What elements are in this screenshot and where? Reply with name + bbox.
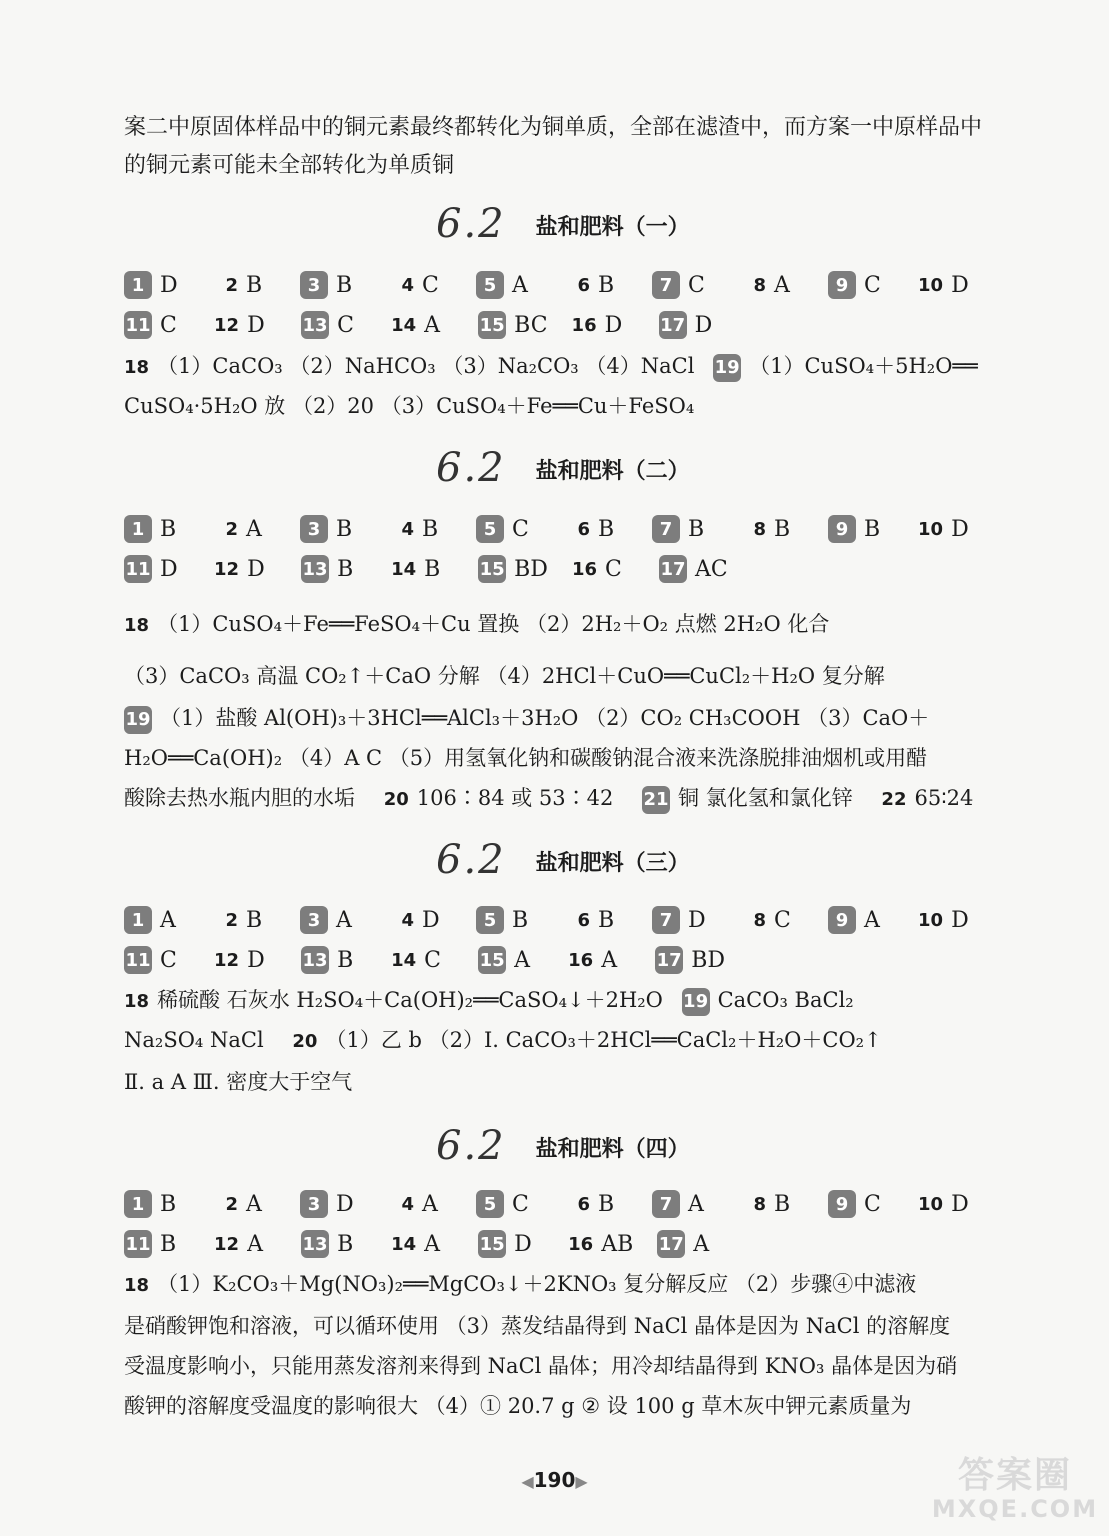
section-3-line-1 <box>124 980 1014 1020</box>
question-badge: 9 <box>828 271 856 299</box>
question-number: 10 <box>918 909 944 931</box>
answer-choice: B <box>422 516 439 542</box>
answer-choice: B <box>774 516 791 542</box>
answer-item <box>659 555 728 583</box>
watermark-text: 答案圈 <box>957 1455 1072 1496</box>
question-number: 4 <box>401 909 414 931</box>
section-number: 6.2 <box>436 837 506 883</box>
answer-item <box>301 311 367 339</box>
answer-item <box>476 1190 542 1218</box>
question-badge: 7 <box>652 1190 680 1218</box>
answer-item <box>301 946 367 974</box>
answer-choice: B <box>598 1191 615 1217</box>
question-number: 10 <box>918 518 944 540</box>
question-badge: 9 <box>828 906 856 934</box>
section-title: 盐和肥料（四） <box>535 1137 690 1162</box>
answer-item <box>124 946 190 974</box>
question-badge: 9 <box>828 1190 856 1218</box>
question-number: 16 <box>568 949 594 971</box>
answer-item <box>652 906 718 934</box>
answer-choice: A <box>514 947 531 973</box>
answer-item <box>568 1232 633 1257</box>
question-number: 2 <box>225 518 238 540</box>
question-number: 16 <box>571 314 597 336</box>
answer-choice: BC <box>514 312 548 338</box>
question-badge: 17 <box>657 1230 685 1258</box>
section-1-row-2 <box>124 308 1004 342</box>
answer-text: 铜 氯化氢和氯化锌 <box>678 786 853 810</box>
question-number: 6 <box>577 909 590 931</box>
answer-choice: A <box>774 272 790 298</box>
answer-item <box>124 555 190 583</box>
section-1-row-1 <box>124 268 1004 302</box>
answer-item <box>124 271 190 299</box>
question-badge: 15 <box>478 946 506 974</box>
section-4-line-1 <box>124 1264 1014 1304</box>
answer-item <box>300 271 366 299</box>
answer-choice: A <box>688 1191 704 1217</box>
question-badge: 9 <box>828 515 856 543</box>
answer-item <box>214 1192 276 1217</box>
answer-text: （1）乙 b （2）Ⅰ. CaCO₃＋2HCl══CaCl₂＋H₂O＋CO₂↑ <box>325 1028 882 1052</box>
answer-choice: D <box>247 947 265 973</box>
answer-choice: D <box>951 272 969 298</box>
section-2-row-2 <box>124 552 1004 586</box>
question-badge: 5 <box>476 271 504 299</box>
question-badge: 3 <box>300 906 328 934</box>
answer-item <box>124 311 190 339</box>
answer-choice: D <box>688 907 706 933</box>
section-title: 盐和肥料（二） <box>535 459 690 484</box>
answer-choice: C <box>864 1191 881 1217</box>
question-number: 2 <box>225 909 238 931</box>
answer-choice: C <box>605 556 622 582</box>
question-number: 12 <box>214 1233 240 1255</box>
answer-choice: C <box>424 947 441 973</box>
question-number: 4 <box>401 518 414 540</box>
answer-choice: B <box>424 556 441 582</box>
question-number: 16 <box>568 1233 594 1255</box>
answer-text: （1）CuSO₄＋Fe══FeSO₄＋Cu 置换 （2）2H₂＋O₂ 点燃 2H₂O 化合 <box>157 612 830 636</box>
answer-choice: A <box>693 1231 710 1257</box>
right-triangle-icon: ▶ <box>575 1472 588 1491</box>
answer-choice: D <box>951 907 969 933</box>
answer-choice: BD <box>514 556 548 582</box>
answer-item <box>828 515 894 543</box>
answer-choice: D <box>951 1191 969 1217</box>
question-number: 10 <box>918 1193 944 1215</box>
answer-choice: D <box>951 516 969 542</box>
answer-item <box>214 557 277 582</box>
question-number: 14 <box>391 949 417 971</box>
answer-choice: B <box>336 272 353 298</box>
section-title: 盐和肥料（三） <box>535 851 690 876</box>
section-title: 盐和肥料（一） <box>535 215 690 240</box>
answer-text: （1）CuSO₄＋5H₂O══ <box>749 354 978 378</box>
answer-choice: B <box>336 516 353 542</box>
answer-item <box>301 1230 367 1258</box>
answer-item <box>478 555 548 583</box>
answer-choice: C <box>422 272 439 298</box>
answer-choice: C <box>337 312 354 338</box>
question-number: 6 <box>577 1193 590 1215</box>
question-badge: 5 <box>476 515 504 543</box>
question-number: 20 <box>292 1031 318 1052</box>
answer-choice: AB <box>601 1231 634 1257</box>
answer-choice: D <box>694 312 713 338</box>
answer-choice: D <box>514 1231 532 1257</box>
answer-item <box>652 271 718 299</box>
question-number: 12 <box>214 558 240 580</box>
answer-choice: A <box>601 947 618 973</box>
question-badge: 13 <box>301 555 329 583</box>
question-number: 18 <box>124 357 150 378</box>
answer-item <box>124 1190 190 1218</box>
answer-item <box>124 515 190 543</box>
section-4-heading <box>436 1116 690 1169</box>
answer-choice: D <box>422 907 440 933</box>
answer-choice: C <box>688 272 705 298</box>
question-number: 6 <box>577 518 590 540</box>
question-badge: 5 <box>476 1190 504 1218</box>
section-2-heading <box>436 438 690 491</box>
question-number: 12 <box>214 949 240 971</box>
question-badge: 3 <box>300 1190 328 1218</box>
answer-item <box>652 1190 718 1218</box>
answer-choice: B <box>864 516 881 542</box>
answer-item <box>214 1232 277 1257</box>
question-number: 16 <box>571 558 597 580</box>
question-number: 8 <box>753 518 766 540</box>
section-4-line-4: 酸钾的溶解度受温度的影响很大 （4）① 20.7 g ② 设 100 g 草木灰中钾元素质量为 <box>124 1394 912 1418</box>
answer-item <box>476 271 542 299</box>
answer-item <box>566 908 628 933</box>
answer-item <box>390 273 452 298</box>
answer-item <box>390 517 452 542</box>
answer-choice: A <box>246 1191 262 1217</box>
answer-choice: C <box>512 1191 529 1217</box>
answer-choice: BD <box>691 947 725 973</box>
answer-item <box>572 557 635 582</box>
answer-item <box>742 908 804 933</box>
question-number: 8 <box>753 274 766 296</box>
answer-item <box>300 1190 366 1218</box>
answer-item <box>214 908 276 933</box>
section-3-line-2 <box>124 1020 1014 1060</box>
answer-item <box>301 555 367 583</box>
answer-choice: C <box>160 947 177 973</box>
question-badge: 19 <box>682 988 710 1016</box>
question-badge: 15 <box>478 311 506 339</box>
question-number: 2 <box>225 274 238 296</box>
answer-choice: C <box>864 272 881 298</box>
answer-text: （1）K₂CO₃＋Mg(NO₃)₂══MgCO₃↓＋2KNO₃ 复分解反应 （2）步骤④中滤液 <box>157 1272 917 1296</box>
answer-text: CaCO₃ BaCl₂ <box>717 988 854 1012</box>
answer-item <box>568 948 631 973</box>
answer-item <box>657 1230 723 1258</box>
question-badge: 1 <box>124 906 152 934</box>
question-number: 18 <box>124 991 150 1012</box>
section-1-line-2: CuSO₄·5H₂O 放 （2）20 （3）CuSO₄＋Fe══Cu＋FeSO₄ <box>124 394 695 418</box>
answer-item <box>478 311 547 339</box>
answer-item <box>828 906 894 934</box>
page-number-text: 190 <box>533 1468 576 1492</box>
answer-text: 65∶24 <box>914 786 974 810</box>
answer-item <box>566 517 628 542</box>
answer-item <box>742 517 804 542</box>
answer-item <box>300 906 366 934</box>
question-number: 14 <box>391 1233 417 1255</box>
question-badge: 17 <box>655 946 683 974</box>
section-2-line-4: H₂O══Ca(OH)₂ （4）A C （5）用氢氧化钠和碳酸钠混合液来洗涤脱排油烟机或用醋 <box>124 746 928 770</box>
question-badge: 3 <box>300 271 328 299</box>
answer-item <box>828 271 894 299</box>
section-number: 6.2 <box>436 201 506 247</box>
question-badge: 21 <box>642 786 670 814</box>
answer-choice: C <box>160 312 177 338</box>
watermark-logo <box>930 1456 1100 1526</box>
answer-choice: B <box>512 907 529 933</box>
answer-choice: D <box>247 556 265 582</box>
answer-item <box>300 515 366 543</box>
question-badge: 11 <box>124 555 152 583</box>
question-badge: 1 <box>124 515 152 543</box>
question-badge: 19 <box>124 706 152 734</box>
answer-item <box>655 946 725 974</box>
answer-choice: A <box>336 907 352 933</box>
answer-item <box>214 313 277 338</box>
question-badge: 7 <box>652 906 680 934</box>
question-number: 18 <box>124 1275 150 1296</box>
answer-item <box>214 948 277 973</box>
answer-choice: B <box>246 907 263 933</box>
question-number: 8 <box>753 909 766 931</box>
question-number: 2 <box>225 1193 238 1215</box>
answer-item <box>659 311 725 339</box>
question-number: 10 <box>918 274 944 296</box>
answer-item <box>828 1190 894 1218</box>
answer-choice: A <box>512 272 528 298</box>
answer-text: Na₂SO₄ NaCl <box>124 1028 264 1052</box>
section-4-line-3: 受温度影响小，只能用蒸发溶剂来得到 NaCl 晶体；用冷却结晶得到 KNO₃ 晶体是因为硝 <box>124 1354 958 1378</box>
intro-line-2: 的铜元素可能未全部转化为单质铜 <box>124 153 455 178</box>
question-badge: 7 <box>652 515 680 543</box>
watermark-url: MXQE.COM <box>931 1494 1099 1523</box>
answer-choice: B <box>598 516 615 542</box>
answer-choice: B <box>246 272 263 298</box>
section-1-heading <box>436 194 690 247</box>
answer-item <box>566 273 628 298</box>
section-2-line-5 <box>124 778 1014 818</box>
section-2-line-2: （3）CaCO₃ 高温 CO₂↑＋CaO 分解 （4）2HCl＋CuO══CuCl₂＋H₂O 复分解 <box>124 664 885 688</box>
answer-choice: AC <box>695 556 728 582</box>
answer-item <box>391 313 454 338</box>
answer-item <box>918 517 981 542</box>
answer-text: （1）CaCO₃ （2）NaHCO₃ （3）Na₂CO₃ （4）NaCl <box>157 354 695 378</box>
question-number: 22 <box>881 789 907 810</box>
question-badge: 5 <box>476 906 504 934</box>
answer-choice: C <box>512 516 529 542</box>
section-2-line-1 <box>124 604 1014 644</box>
answer-item <box>214 273 276 298</box>
answer-choice: B <box>688 516 705 542</box>
question-badge: 13 <box>301 1230 329 1258</box>
question-badge: 15 <box>478 1230 506 1258</box>
section-3-row-1 <box>124 903 1004 937</box>
question-number: 4 <box>401 274 414 296</box>
answer-choice: B <box>337 947 354 973</box>
answer-choice: A <box>864 907 880 933</box>
question-badge: 1 <box>124 271 152 299</box>
answer-choice: A <box>246 516 262 542</box>
answer-item <box>742 273 804 298</box>
answer-text: （1）盐酸 Al(OH)₃＋3HCl══AlCl₃＋3H₂O （2）CO₂ CH₃COOH （3）CaO＋ <box>160 706 930 730</box>
answer-choice: B <box>337 1231 354 1257</box>
answer-item <box>391 1232 454 1257</box>
answer-choice: C <box>774 907 791 933</box>
answer-choice: D <box>247 312 265 338</box>
question-badge: 11 <box>124 946 152 974</box>
question-number: 4 <box>401 1193 414 1215</box>
answer-choice: B <box>774 1191 791 1217</box>
question-badge: 11 <box>124 311 152 339</box>
answer-choice: B <box>160 1231 177 1257</box>
section-3-line-3: Ⅱ. a A Ⅲ. 密度大于空气 <box>124 1070 353 1094</box>
answer-choice: A <box>424 1231 441 1257</box>
answer-text: 106∶84 或 53∶42 <box>416 786 614 810</box>
answer-item <box>476 906 542 934</box>
answer-item <box>572 313 635 338</box>
answer-item <box>566 1192 628 1217</box>
answer-item <box>918 908 981 933</box>
answer-choice: D <box>160 556 178 582</box>
answer-item <box>742 1192 804 1217</box>
answer-item <box>478 1230 544 1258</box>
question-badge: 13 <box>301 311 329 339</box>
question-badge: 19 <box>713 354 741 382</box>
answer-text: 酸除去热水瓶内胆的水垢 <box>124 786 355 810</box>
section-number: 6.2 <box>436 1123 506 1169</box>
section-3-heading <box>436 830 690 883</box>
question-badge: 15 <box>478 555 506 583</box>
question-badge: 1 <box>124 1190 152 1218</box>
section-1-line-1 <box>124 346 1014 386</box>
answer-item <box>124 906 190 934</box>
question-badge: 7 <box>652 271 680 299</box>
question-number: 18 <box>124 615 150 636</box>
intro-line-1: 案二中原固体样品中的铜元素最终都转化为铜单质，全部在滤渣中，而方案一中原样品中 <box>124 115 983 140</box>
question-badge: 3 <box>300 515 328 543</box>
question-number: 20 <box>383 789 409 810</box>
question-number: 14 <box>391 558 417 580</box>
question-badge: 13 <box>301 946 329 974</box>
answer-choice: D <box>336 1191 354 1217</box>
answer-item <box>214 517 276 542</box>
answer-item <box>478 946 544 974</box>
answer-choice: A <box>422 1191 438 1217</box>
question-number: 14 <box>391 314 417 336</box>
section-4-line-2: 是硝酸钾饱和溶液，可以循环使用 （3）蒸发结晶得到 NaCl 晶体是因为 NaCl 的溶解度 <box>124 1314 951 1338</box>
answer-item <box>918 273 981 298</box>
answer-item <box>390 908 452 933</box>
section-2-row-1 <box>124 512 1004 546</box>
answer-item <box>391 948 454 973</box>
section-number: 6.2 <box>436 445 506 491</box>
answer-item <box>390 1192 452 1217</box>
answer-item <box>918 1192 981 1217</box>
section-4-row-2 <box>124 1227 1004 1261</box>
section-3-row-2 <box>124 943 1004 977</box>
question-number: 8 <box>753 1193 766 1215</box>
answer-item <box>124 1230 190 1258</box>
left-triangle-icon: ◀ <box>521 1472 534 1491</box>
answer-item <box>391 557 454 582</box>
answer-choice: A <box>424 312 441 338</box>
question-number: 6 <box>577 274 590 296</box>
answer-choice: A <box>160 907 176 933</box>
answer-choice: D <box>604 312 623 338</box>
question-number: 12 <box>214 314 240 336</box>
section-4-row-1 <box>124 1187 1004 1221</box>
answer-choice: B <box>337 556 354 582</box>
answer-choice: A <box>247 1231 263 1257</box>
answer-choice: D <box>160 272 178 298</box>
answer-choice: B <box>598 272 615 298</box>
section-2-line-3 <box>124 698 1014 738</box>
answer-text: 稀硫酸 石灰水 H₂SO₄＋Ca(OH)₂══CaSO₄↓＋2H₂O <box>157 988 663 1012</box>
answer-item <box>652 515 718 543</box>
answer-choice: B <box>160 1191 177 1217</box>
question-badge: 17 <box>659 555 687 583</box>
answer-choice: B <box>598 907 615 933</box>
question-badge: 17 <box>659 311 687 339</box>
answer-item <box>476 515 542 543</box>
answer-choice: B <box>160 516 177 542</box>
question-badge: 11 <box>124 1230 152 1258</box>
